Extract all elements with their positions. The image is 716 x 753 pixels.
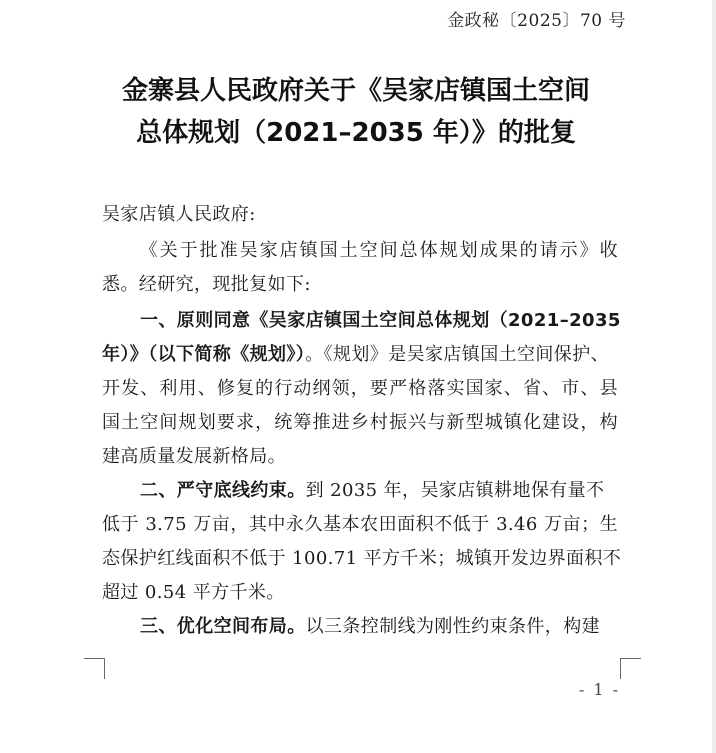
intro-line1 [102,236,618,262]
margin-corner-mark-right [620,658,641,679]
section2-line3: 态保护红线面积不低于 100.71 平方千米；城镇开发边界面积不 [102,548,622,569]
document-number: 金政秘〔2025〕70 号 [447,11,626,31]
section2-line4: 超过 0.54 平方千米。 [102,582,285,603]
section1-line2-bold: 年）》（以下简称《规划》） [102,344,306,365]
section3-line1-rest: 以三条控制线为刚性约束条件，构建 [305,616,601,637]
section3-heading: 三、优化空间布局。 [140,616,306,637]
document-title-line1: 金寨县人民政府关于《吴家店镇国土空间 [121,76,590,106]
intro-line1-text: 《关于批准吴家店镇国土空间总体规划成果的请示》收 [138,240,618,261]
section1-line3: 开发、利用、修复的行动纲领，要严格落实国家、省、市、县 [102,378,618,399]
section2-heading: 二、严守底线约束。 [140,480,306,501]
section3-line1 [140,612,600,638]
margin-corner-mark-left [84,658,105,679]
intro-line2: 悉。经研究，现批复如下: [102,274,311,295]
section1-heading: 一、原则同意《吴家店镇国土空间总体规划（2021–2035 [140,310,621,331]
section2-line1-rest: 到 2035 年，吴家店镇耕地保有量不 [305,480,605,501]
section1-line5: 建高质量发展新格局。 [102,446,286,467]
document-title-line2: 总体规划（2021–2035 年）》的批复 [136,118,576,148]
salutation: 吴家店镇人民政府: [102,204,256,225]
page-number: - 1 - [578,680,620,699]
section1-line4: 国土空间规划要求，统筹推进乡村振兴与新型城镇化建设，构 [102,412,618,433]
section2-line2: 低于 3.75 万亩，其中永久基本农田面积不低于 3.46 万亩；生 [102,514,618,535]
section1-line2-rest: 。《规划》是吴家店镇国土空间保护、 [305,344,610,365]
section1-line2 [102,340,609,366]
section2-line1 [140,476,604,502]
